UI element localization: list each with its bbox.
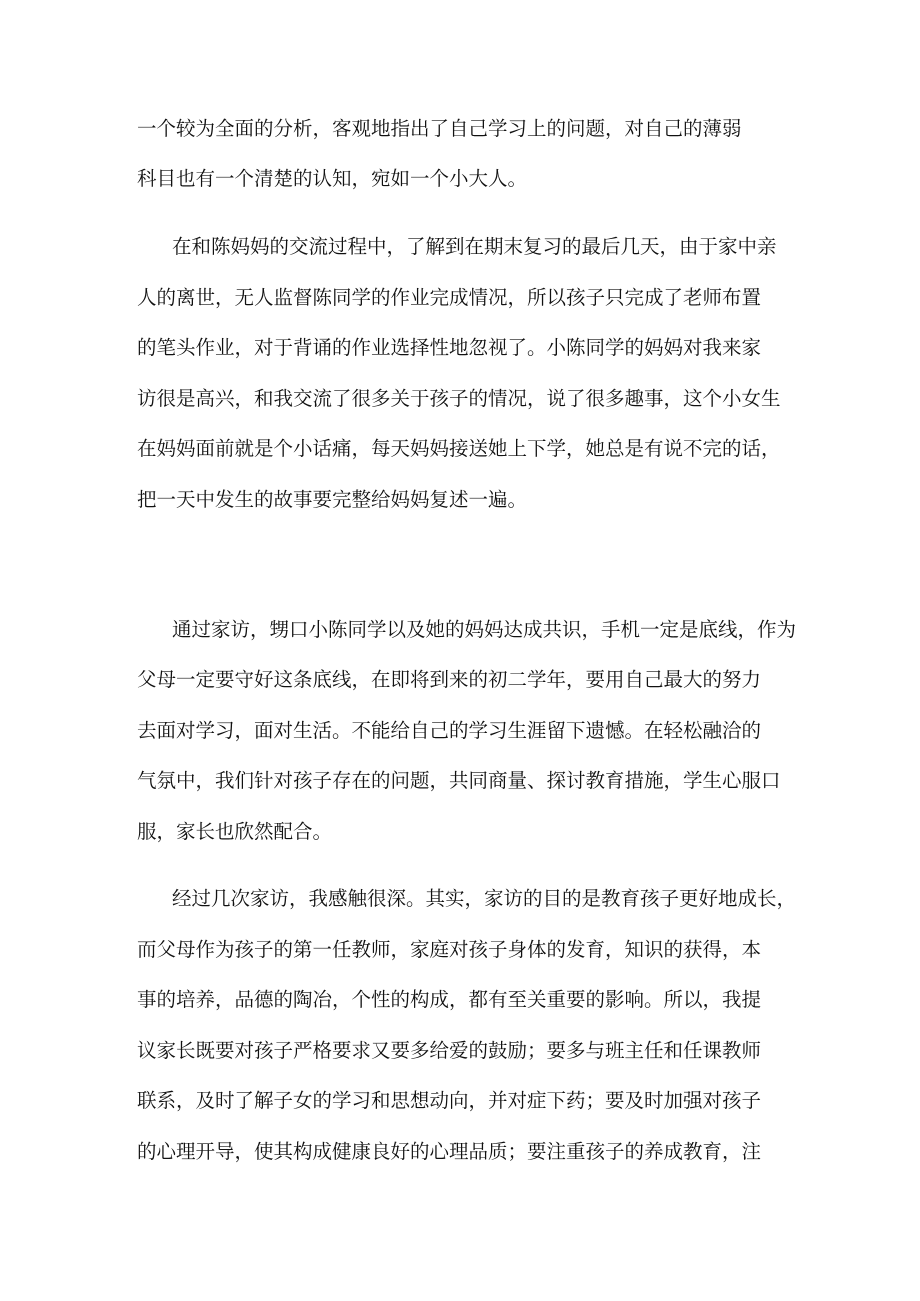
paragraph-4-line-4: 议家长既要对孩子严格要求又要多给爱的鼓励；要多与班主任和任课教师 [137, 1039, 762, 1062]
paragraph-3-line-5: 服，家长也欣然配合。 [137, 820, 333, 843]
paragraph-2-line-2: 人的离世，无人监督陈同学的作业完成情况，所以孩子只完成了老师布置 [137, 286, 762, 309]
paragraph-2-line-6: 把一天中发生的故事要完整给妈妈复述一遍。 [137, 488, 528, 511]
paragraph-3-line-3: 去面对学习，面对生活。不能给自己的学习生涯留下遗憾。在轻松融洽的 [137, 719, 762, 742]
paragraph-3-line-4: 气氛中，我们针对孩子存在的问题，共同商量、探讨教育措施，学生心服口 [137, 769, 781, 792]
paragraph-4-line-1: 经过几次家访，我感触很深。其实，家访的目的是教育孩子更好地成长， [172, 887, 797, 910]
paragraph-3-line-2: 父母一定要守好这条底线，在即将到来的初二学年，要用自己最大的努力 [137, 668, 762, 691]
paragraph-3-line-1: 通过家访，甥口小陈同学以及她的妈妈达成共识，手机一定是底线，作为 [172, 618, 797, 641]
paragraph-4-line-3: 事的培养，品德的陶冶，个性的构成，都有至关重要的影响。所以，我提 [137, 988, 762, 1011]
paragraph-2-line-1: 在和陈妈妈的交流过程中，了解到在期末复习的最后几天，由于家中亲 [172, 235, 777, 258]
paragraph-4-line-6: 的心理开导，使其构成健康良好的心理品质；要注重孩子的养成教育，注 [137, 1140, 762, 1163]
paragraph-2-line-4: 访很是高兴，和我交流了很多关于孩子的情况，说了很多趣事，这个小女生 [137, 387, 781, 410]
paragraph-1-line-1: 一个较为全面的分析，客观地指出了自己学习上的问题，对自己的薄弱 [137, 117, 742, 140]
paragraph-2-line-5: 在妈妈面前就是个小话痛，每天妈妈接送她上下学，她总是有说不完的话， [137, 437, 781, 460]
paragraph-2-line-3: 的笔头作业，对于背诵的作业选择性地忽视了。小陈同学的妈妈对我来家 [137, 336, 762, 359]
paragraph-1-line-2: 科目也有一个清楚的认知，宛如一个小大人。 [137, 167, 528, 190]
paragraph-4-line-5: 联系，及时了解子女的学习和思想动向，并对症下药；要及时加强对孩子 [137, 1089, 762, 1112]
paragraph-4-line-2: 而父母作为孩子的第一任教师，家庭对孩子身体的发育，知识的获得，本 [137, 938, 762, 961]
